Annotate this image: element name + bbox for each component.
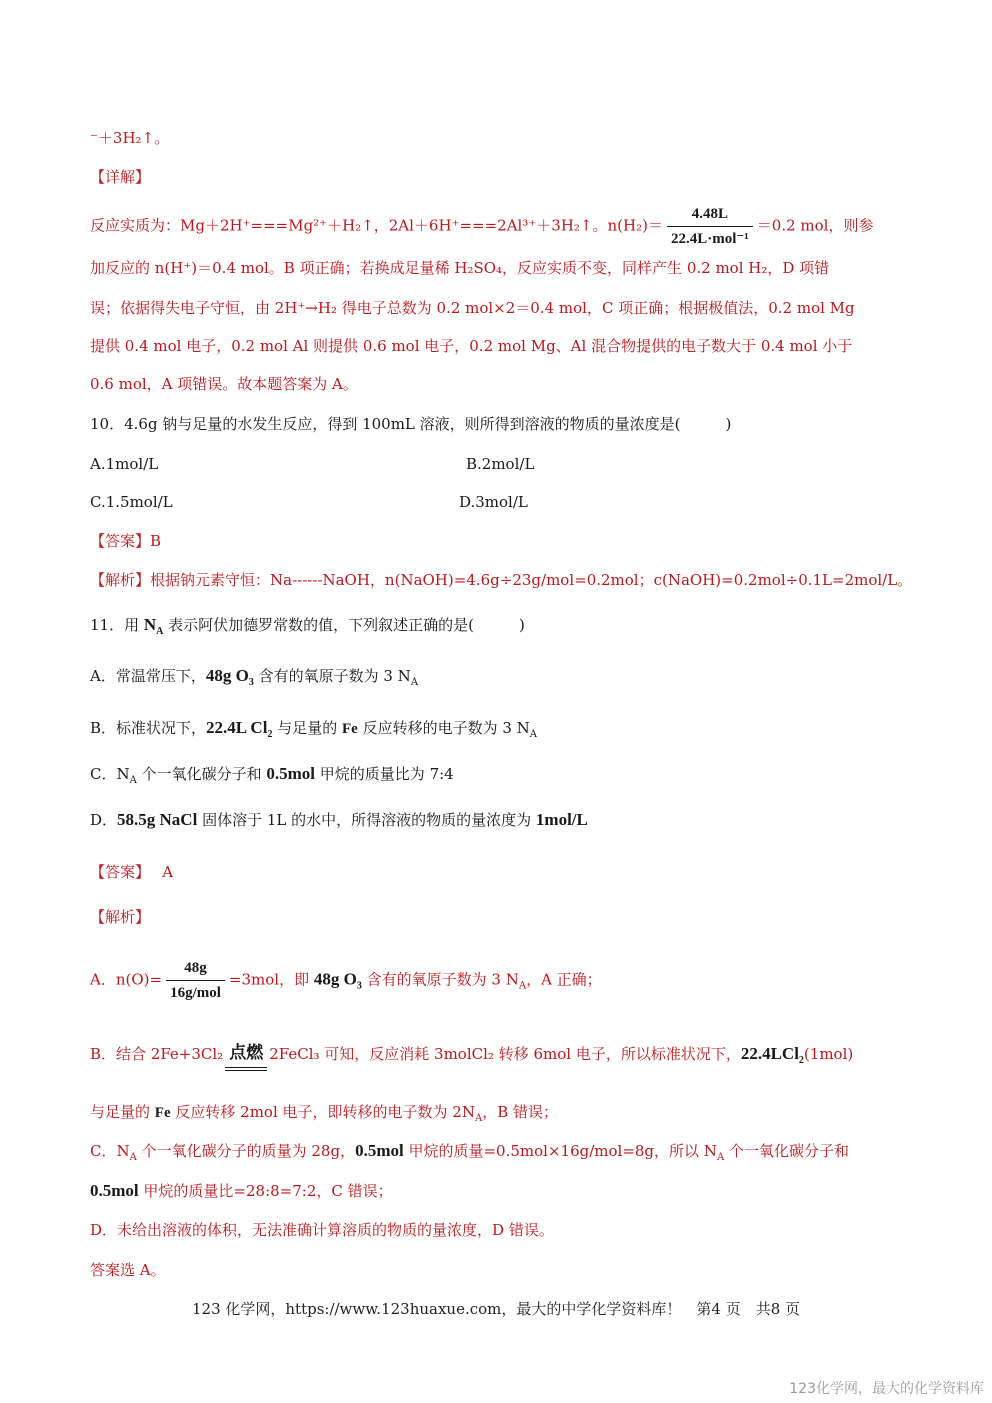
option-a: A．常温常压下，48g $O_3$ 含有的氧原子数为 3 $N_A$ (90, 666, 419, 688)
text-line: 0.6 mol，A 项错误。故本题答案为 A。 (90, 375, 358, 393)
page-footer: 123 化学网，https://www.123huaxue.com，最大的中学化学资料库！ 第4 页 共8 页 (191, 1300, 801, 1318)
explanation-c: C．$N_A$ 个一氧化碳分子的质量为 28g，0.5mol 甲烷的质量=0.5mol×16g/mol=8g，所以 $N_A$ 个一氧化碳分子和 (90, 1141, 849, 1163)
text-line: 误；依据得失电子守恒，由 2H⁺→H₂ 得电子总数为 0.2 mol×2＝0.4 mol，C 项正确；根据极值法，0.2 mol Mg (90, 299, 855, 317)
option-d: D.3mol/L (459, 493, 528, 511)
option-a: A.1mol/L (90, 455, 159, 473)
explanation-heading: 【解析】 (90, 908, 151, 926)
answer-11: 【答案】 A (90, 863, 174, 881)
watermark: 123化学网，最大的化学资料库 (789, 1381, 984, 1397)
option-b: B.2mol/L (466, 455, 535, 473)
text-line: 反应实质为：Mg＋2H⁺===Mg²⁺＋H₂↑，2Al＋6H⁺===2Al³⁺＋3H₂↑。n(H₂)＝ $\frac{4.48L}{\text{22.4L·mol⁻¹}}$ ＝0.2 mol，则参 (90, 206, 874, 247)
option-d: D．58.5g NaCl 固体溶于 1L 的水中，所得溶液的物质的量浓度为 1mol/L (90, 810, 588, 829)
explanation-d: D．未给出溶液的体积，无法准确计算溶质的物质的量浓度，D 错误。 (90, 1221, 554, 1239)
explanation-b: B．结合 2Fe+3Cl₂ 点燃 2FeCl₃ 可知，反应消耗 3molCl₂ 转移 6mol 电子，所以标准状况下，22.4LCl$_2$(1mol) (90, 1044, 853, 1071)
final-answer: 答案选 A。 (90, 1261, 166, 1279)
fraction: $\frac{48g}{\text{16g/mol}}$ (166, 958, 225, 1003)
explanation-10: 【解析】根据钠元素守恒：Na------NaOH，n(NaOH)=4.6g÷23g/mol=0.2mol；c(NaOH)=0.2mol÷0.1L=2mol/L。 (90, 571, 913, 589)
option-b: B．标准状况下，22.4L $Cl_2$ 与足量的 Fe 反应转移的电子数为 3 $N_A$ (90, 718, 538, 740)
text-line: ⁻＋3H₂↑。 (90, 129, 170, 147)
text-line: 加反应的 n(H⁺)＝0.4 mol。B 项正确；若换成足量稀 H₂SO₄，反应实质不变，同样产生 0.2 mol H₂，D 项错 (90, 259, 830, 277)
answer-10: 【答案】B (90, 532, 162, 550)
option-c: C.1.5mol/L (90, 493, 173, 511)
option-c: C．$N_A$ 个一氧化碳分子和 0.5mol 甲烷的质量比为 7:4 (90, 764, 454, 786)
text-line: 提供 0.4 mol 电子，0.2 mol Al 则提供 0.6 mol 电子，0.2 mol Mg、Al 混合物提供的电子数大于 0.4 mol 小于 (90, 337, 853, 355)
section-heading-detail: 【详解】 (90, 168, 151, 186)
question-11: 11．用 $N_A$ 表示阿伏加德罗常数的值，下列叙述正确的是( ) (90, 615, 525, 637)
fraction: $\frac{4.48L}{\text{22.4L·mol⁻¹}}$ (667, 204, 753, 249)
reaction-condition: 点燃 (225, 1065, 267, 1071)
question-10: 10．4.6g 钠与足量的水发生反应，得到 100mL 溶液，则所得到溶液的物质的量浓度是( ) (90, 415, 732, 433)
explanation-a: A．n(O)= $\frac{48g}{\text{16g/mol}}$ =3mol，即 48g $O_3$ 含有的氧原子数为 3 $N_A$，A 正确； (90, 960, 602, 1001)
explanation-b-cont: 与足量的 Fe 反应转移 2mol 电子，即转移的电子数为 $2N_A$，B 错误； (90, 1103, 558, 1124)
explanation-c-cont: 0.5mol 甲烷的质量比=28:8=7:2，C 错误； (90, 1181, 393, 1200)
